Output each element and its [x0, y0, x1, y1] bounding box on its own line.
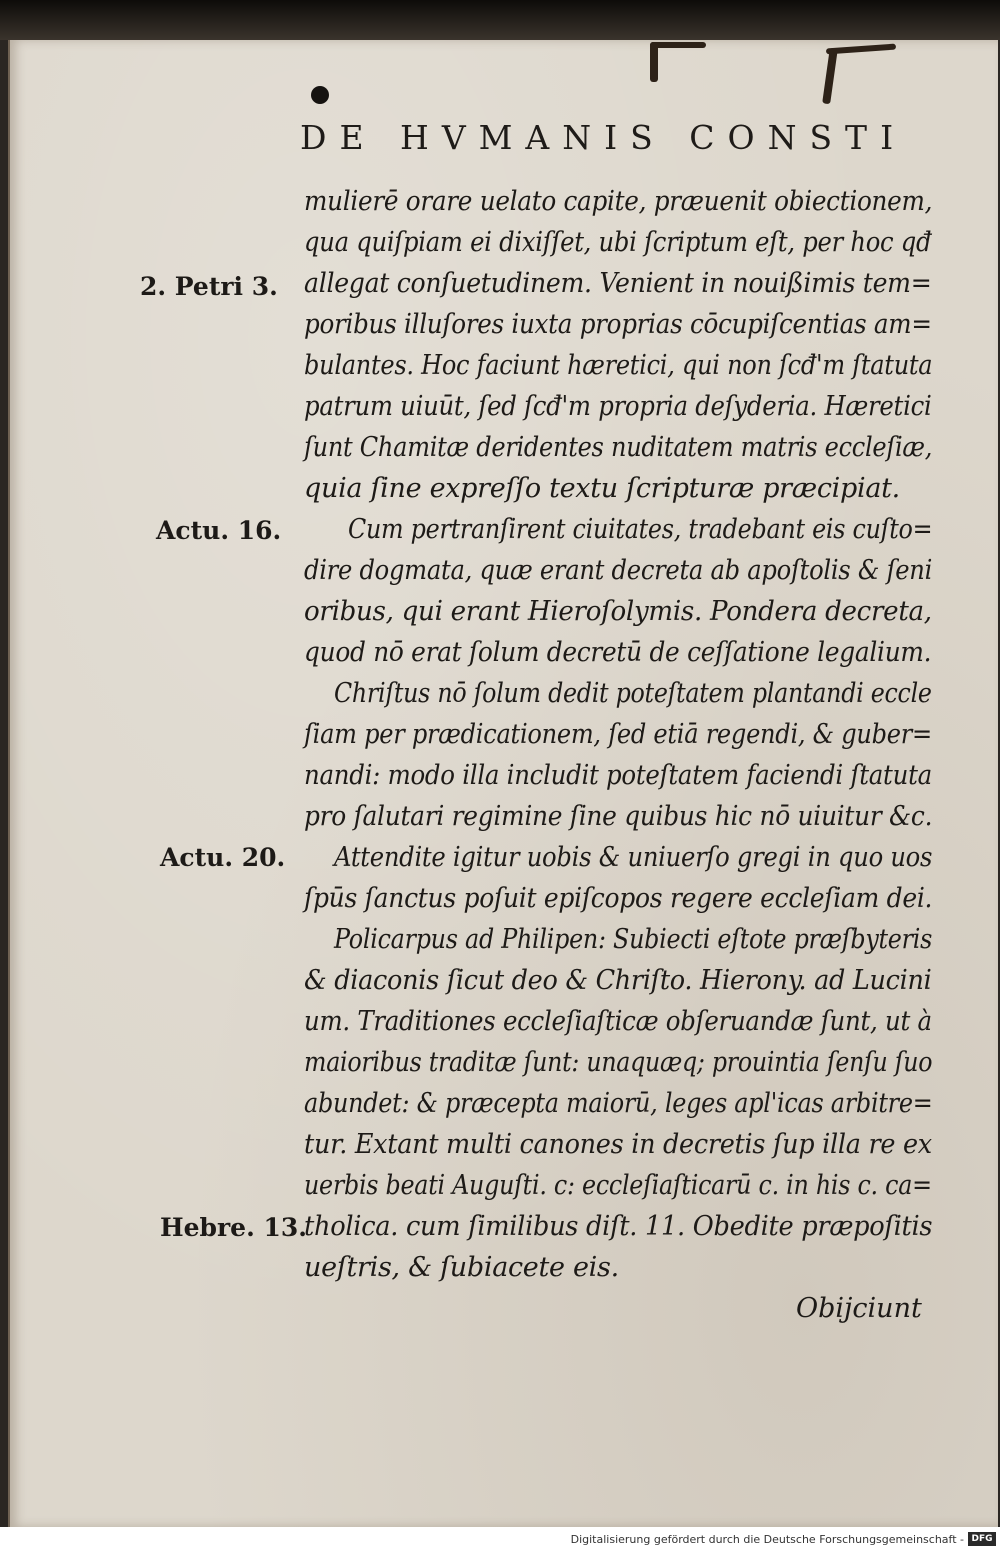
- body-line: quia ſine expreſſo textu ſcripturæ præcipiat.: [304, 473, 900, 504]
- body-line: & diaconis ſicut deo & Chriſto. Hierony. ad Lucini: [304, 965, 932, 996]
- dfg-logo: DFG: [968, 1532, 996, 1546]
- body-line: ueſtris, & ſubiacete eis.: [304, 1252, 619, 1283]
- body-line: pro ſalutari regimine ſine quibus hic nō uiuitur &c.: [304, 801, 933, 832]
- margin-note: Actu. 16.: [156, 516, 282, 545]
- body-line: Chriſtus nō ſolum dedit poteſtatem plantandi eccle: [334, 678, 932, 709]
- ink-dot: [311, 86, 329, 104]
- page-top-edge: [0, 0, 1000, 40]
- body-line: um. Traditiones eccleſiaſticæ obſeruandæ ſunt, ut à: [304, 1006, 932, 1037]
- body-line: Policarpus ad Philipen: Subiecti eſtote præſbyteris: [334, 924, 933, 955]
- body-line: abundet: & præcepta maiorū, leges apl'icas arbitre=: [304, 1088, 933, 1119]
- body-line: uerbis beati Auguſti. c: eccleſiaſticarū c. in his c. ca=: [304, 1170, 932, 1201]
- body-line: quod nō erat ſolum decretū de ceſſatione legalium.: [304, 637, 932, 668]
- body-line: tholica. cum ſimilibus diſt. 11. Obedite præpoſitis: [304, 1211, 933, 1242]
- body-line: dire dogmata, quæ erant decreta ab apoſtolis & ſeni: [304, 555, 933, 586]
- body-line: Cum pertranſirent ciuitates, tradebant eis cuſto=: [348, 514, 933, 545]
- body-line: maioribus traditæ ſunt: unaquæq; prouintia ſenſu ſuo: [304, 1047, 933, 1078]
- body-line: allegat conſuetudinem. Venient in nouißimis tem=: [304, 268, 932, 299]
- body-line: bulantes. Hoc faciunt hæretici, qui non ſcđ'm ſtatuta: [304, 350, 933, 381]
- body-line: nandi: modo illa includit poteſtatem faciendi ſtatuta: [304, 760, 932, 791]
- body-line: Attendite igitur uobis & uniuerſo gregi in quo uos: [334, 842, 933, 873]
- margin-note: 2. Petri 3.: [140, 272, 278, 301]
- body-line: poribus illuſores iuxta proprias cōcupiſcentias am=: [304, 309, 932, 340]
- funding-credit: Digitalisierung gefördert durch die Deutsche Forschungsgemeinschaft -: [570, 1533, 964, 1546]
- body-line: qua quiſpiam ei dixiſſet, ubi ſcriptum eſt, per hoc qđ: [304, 227, 932, 258]
- ink-stroke-mark: [650, 42, 706, 48]
- margin-note: Actu. 20.: [160, 843, 286, 872]
- body-line: patrum uiuūt, ſed ſcđ'm propria deſyderia. Hæretici: [304, 391, 932, 422]
- body-line: ſunt Chamitæ deridentes nuditatem matris eccleſiæ,: [304, 432, 933, 463]
- body-line: ſpūs ſanctus poſuit epiſcopos regere eccleſiam dei.: [304, 883, 933, 914]
- running-title: DE HVMANIS CONSTI: [300, 118, 907, 157]
- body-line: oribus, qui erant Hieroſolymis. Pondera decreta,: [304, 596, 932, 627]
- margin-note: Hebre. 13.: [160, 1213, 307, 1242]
- body-line: mulierē orare uelato capite, præuenit obiectionem,: [304, 186, 933, 217]
- ink-stroke-mark: [650, 42, 658, 82]
- body-line: ſiam per prædicationem, ſed etiā regendi, & guber=: [304, 719, 932, 750]
- catchword: Obijciunt: [796, 1293, 922, 1324]
- body-line: tur. Extant multi canones in decretis ſup illa re ex: [304, 1129, 932, 1160]
